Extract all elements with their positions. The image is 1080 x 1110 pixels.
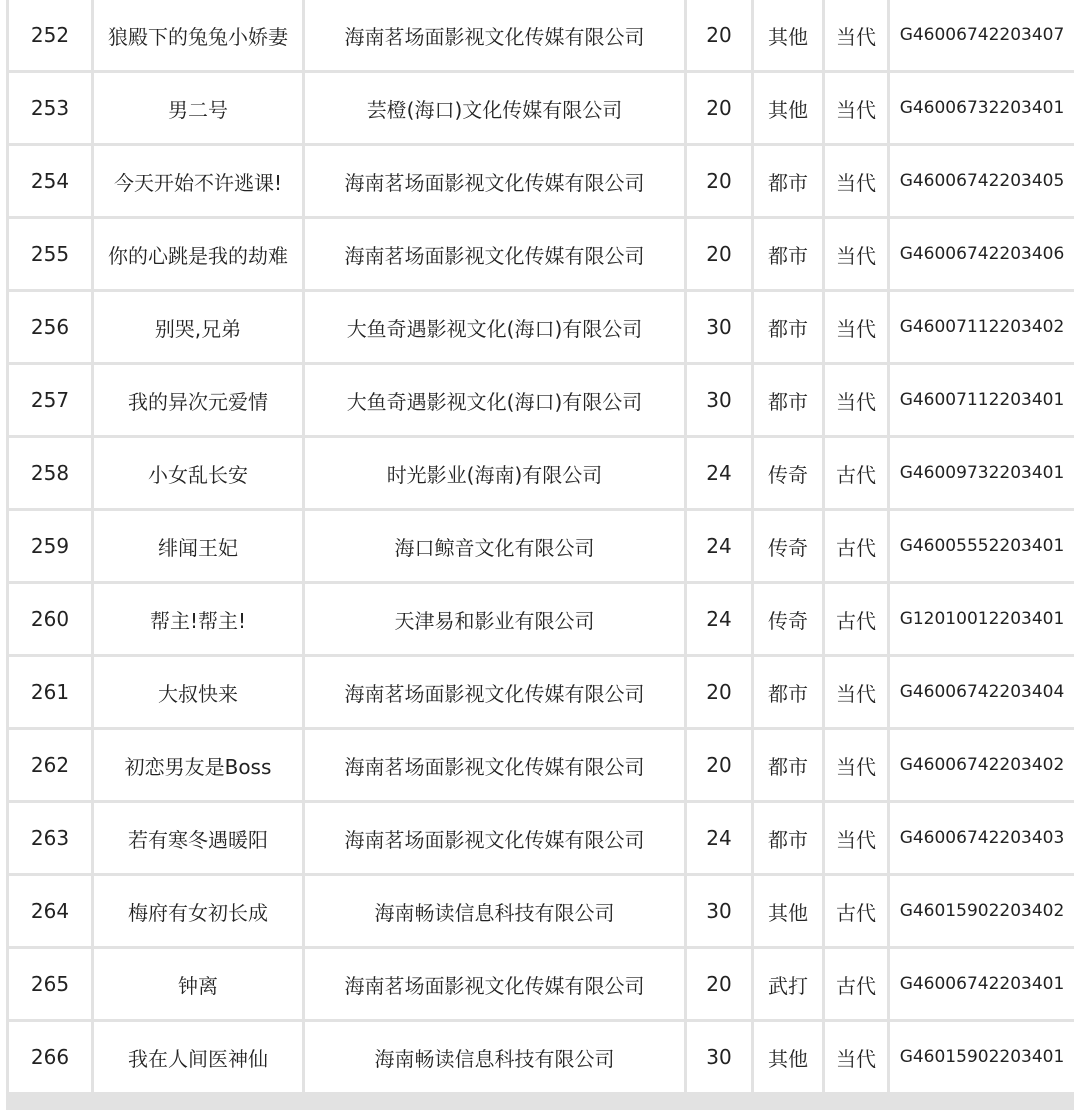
- genre-cell: 都市: [754, 146, 822, 216]
- producer-company-cell: 芸橙(海口)文化传媒有限公司: [305, 73, 684, 143]
- genre-cell: 都市: [754, 292, 822, 362]
- drama-title-cell: 今天开始不许逃课!: [94, 146, 302, 216]
- era-cell: 古代: [825, 876, 887, 946]
- era-cell: 当代: [825, 803, 887, 873]
- producer-company-cell: 大鱼奇遇影视文化(海口)有限公司: [305, 292, 684, 362]
- row-number-cell: 253: [9, 73, 91, 143]
- record-code-cell: G46006742203403: [890, 803, 1074, 873]
- era-cell: 当代: [825, 292, 887, 362]
- producer-company-cell: 海南茗场面影视文化传媒有限公司: [305, 730, 684, 800]
- drama-title-cell: 小女乱长安: [94, 438, 302, 508]
- record-table: [6, 0, 1077, 1095]
- drama-title-cell: 绯闻王妃: [94, 511, 302, 581]
- genre-cell: 传奇: [754, 584, 822, 654]
- episode-count-cell: 24: [687, 511, 751, 581]
- genre-cell: 都市: [754, 657, 822, 727]
- genre-cell: 其他: [754, 0, 822, 70]
- row-number-cell: 255: [9, 219, 91, 289]
- record-code-cell: G46006742203406: [890, 219, 1074, 289]
- drama-title-cell: 帮主!帮主!: [94, 584, 302, 654]
- table-row: [9, 1022, 1074, 1092]
- drama-title-cell: 你的心跳是我的劫难: [94, 219, 302, 289]
- table-row: [9, 438, 1074, 508]
- table-row: [9, 292, 1074, 362]
- table-row: [9, 803, 1074, 873]
- table-row: [9, 219, 1074, 289]
- table-row: [9, 0, 1074, 70]
- row-number-cell: 258: [9, 438, 91, 508]
- drama-title-cell: 狼殿下的兔兔小娇妻: [94, 0, 302, 70]
- record-code-cell: G46007112203401: [890, 365, 1074, 435]
- drama-title-cell: 钟离: [94, 949, 302, 1019]
- table-row: [9, 730, 1074, 800]
- episode-count-cell: 30: [687, 292, 751, 362]
- era-cell: 古代: [825, 949, 887, 1019]
- genre-cell: 都市: [754, 803, 822, 873]
- table-row: [9, 876, 1074, 946]
- producer-company-cell: 大鱼奇遇影视文化(海口)有限公司: [305, 365, 684, 435]
- table-row: [9, 584, 1074, 654]
- row-number-cell: 264: [9, 876, 91, 946]
- table-row: [9, 657, 1074, 727]
- episode-count-cell: 20: [687, 949, 751, 1019]
- record-code-cell: G46009732203401: [890, 438, 1074, 508]
- row-number-cell: 260: [9, 584, 91, 654]
- genre-cell: 武打: [754, 949, 822, 1019]
- table-row: [9, 511, 1074, 581]
- genre-cell: 传奇: [754, 511, 822, 581]
- producer-company-cell: 海南茗场面影视文化传媒有限公司: [305, 803, 684, 873]
- record-code-cell: G46005552203401: [890, 511, 1074, 581]
- era-cell: 当代: [825, 73, 887, 143]
- drama-title-cell: 初恋男友是Boss: [94, 730, 302, 800]
- episode-count-cell: 30: [687, 365, 751, 435]
- era-cell: 当代: [825, 0, 887, 70]
- row-number-cell: 257: [9, 365, 91, 435]
- drama-title-cell: 别哭,兄弟: [94, 292, 302, 362]
- producer-company-cell: 海南茗场面影视文化传媒有限公司: [305, 219, 684, 289]
- era-cell: 当代: [825, 365, 887, 435]
- row-number-cell: 252: [9, 0, 91, 70]
- era-cell: 当代: [825, 657, 887, 727]
- record-code-cell: G46006742203401: [890, 949, 1074, 1019]
- episode-count-cell: 24: [687, 584, 751, 654]
- row-number-cell: 259: [9, 511, 91, 581]
- era-cell: 古代: [825, 584, 887, 654]
- row-number-cell: 256: [9, 292, 91, 362]
- record-code-cell: G46006742203407: [890, 0, 1074, 70]
- genre-cell: 都市: [754, 219, 822, 289]
- record-table-container: [6, 0, 1074, 1110]
- era-cell: 当代: [825, 146, 887, 216]
- producer-company-cell: 海南茗场面影视文化传媒有限公司: [305, 146, 684, 216]
- producer-company-cell: 海南茗场面影视文化传媒有限公司: [305, 949, 684, 1019]
- episode-count-cell: 20: [687, 0, 751, 70]
- episode-count-cell: 24: [687, 438, 751, 508]
- era-cell: 当代: [825, 1022, 887, 1092]
- era-cell: 古代: [825, 511, 887, 581]
- record-code-cell: G46007112203402: [890, 292, 1074, 362]
- table-row: [9, 73, 1074, 143]
- record-code-cell: G12010012203401: [890, 584, 1074, 654]
- producer-company-cell: 海南畅读信息科技有限公司: [305, 876, 684, 946]
- episode-count-cell: 24: [687, 803, 751, 873]
- drama-title-cell: 大叔快来: [94, 657, 302, 727]
- table-row: [9, 365, 1074, 435]
- table-row: [9, 949, 1074, 1019]
- producer-company-cell: 海口鲸音文化有限公司: [305, 511, 684, 581]
- genre-cell: 其他: [754, 876, 822, 946]
- record-code-cell: G46015902203402: [890, 876, 1074, 946]
- row-number-cell: 262: [9, 730, 91, 800]
- record-code-cell: G46006732203401: [890, 73, 1074, 143]
- table-row: [9, 146, 1074, 216]
- episode-count-cell: 20: [687, 146, 751, 216]
- table-body: [9, 0, 1074, 1092]
- drama-title-cell: 男二号: [94, 73, 302, 143]
- record-code-cell: G46006742203405: [890, 146, 1074, 216]
- episode-count-cell: 30: [687, 876, 751, 946]
- drama-title-cell: 我的异次元爱情: [94, 365, 302, 435]
- producer-company-cell: 海南茗场面影视文化传媒有限公司: [305, 0, 684, 70]
- era-cell: 古代: [825, 438, 887, 508]
- genre-cell: 其他: [754, 1022, 822, 1092]
- drama-title-cell: 我在人间医神仙: [94, 1022, 302, 1092]
- genre-cell: 都市: [754, 365, 822, 435]
- genre-cell: 都市: [754, 730, 822, 800]
- episode-count-cell: 20: [687, 73, 751, 143]
- genre-cell: 传奇: [754, 438, 822, 508]
- row-number-cell: 254: [9, 146, 91, 216]
- row-number-cell: 265: [9, 949, 91, 1019]
- era-cell: 当代: [825, 730, 887, 800]
- record-code-cell: G46006742203404: [890, 657, 1074, 727]
- drama-title-cell: 梅府有女初长成: [94, 876, 302, 946]
- record-code-cell: G46006742203402: [890, 730, 1074, 800]
- episode-count-cell: 30: [687, 1022, 751, 1092]
- drama-title-cell: 若有寒冬遇暖阳: [94, 803, 302, 873]
- era-cell: 当代: [825, 219, 887, 289]
- genre-cell: 其他: [754, 73, 822, 143]
- row-number-cell: 266: [9, 1022, 91, 1092]
- episode-count-cell: 20: [687, 657, 751, 727]
- episode-count-cell: 20: [687, 219, 751, 289]
- row-number-cell: 261: [9, 657, 91, 727]
- producer-company-cell: 海南畅读信息科技有限公司: [305, 1022, 684, 1092]
- record-code-cell: G46015902203401: [890, 1022, 1074, 1092]
- producer-company-cell: 海南茗场面影视文化传媒有限公司: [305, 657, 684, 727]
- episode-count-cell: 20: [687, 730, 751, 800]
- producer-company-cell: 天津易和影业有限公司: [305, 584, 684, 654]
- producer-company-cell: 时光影业(海南)有限公司: [305, 438, 684, 508]
- row-number-cell: 263: [9, 803, 91, 873]
